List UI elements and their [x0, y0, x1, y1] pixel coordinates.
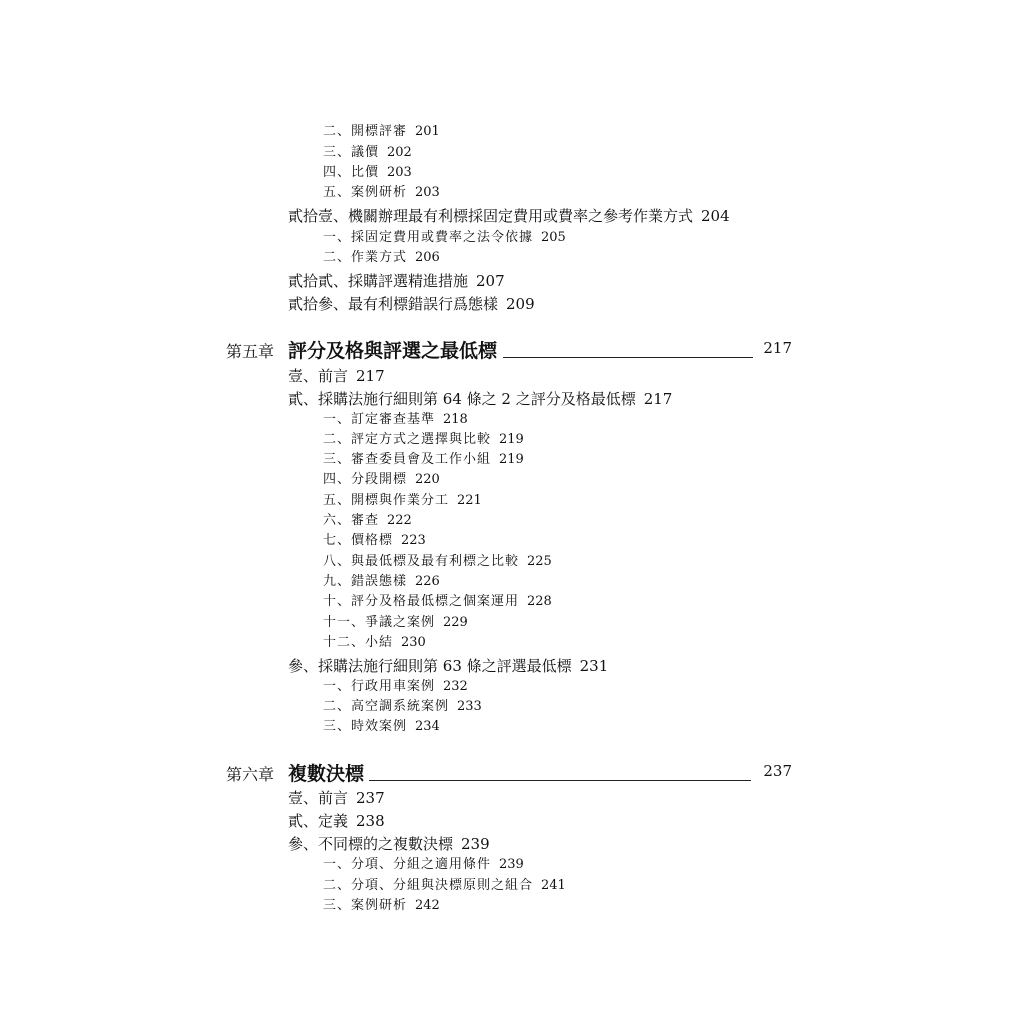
page-number: 222 [387, 513, 412, 528]
page-number: 201 [415, 124, 440, 139]
toc-entry: 二、高空調系統案例 233 [323, 699, 482, 714]
chapter-title: 評分及格與評選之最低標 [288, 340, 498, 362]
toc-entry: 八、與最低標及最有利標之比較 225 [323, 554, 552, 569]
chapter-number: 第六章 [226, 765, 275, 784]
chapter-heading [226, 759, 792, 785]
page-number: 218 [443, 412, 468, 427]
page-number: 242 [415, 898, 440, 913]
toc-section: 參、不同標的之複數決標 239 [288, 835, 490, 853]
page-number: 230 [401, 635, 426, 650]
toc-entry: 三、審查委員會及工作小組 219 [323, 452, 524, 467]
toc-section: 貳、採購法施行細則第 64 條之 2 之評分及格最低標 217 [288, 390, 673, 408]
page-number: 207 [476, 272, 505, 290]
toc-entry: 六、審查 222 [323, 513, 412, 528]
page-number: 220 [415, 472, 440, 487]
toc-section: 壹、前言 237 [288, 789, 385, 807]
page-number: 205 [541, 230, 566, 245]
page-number: 221 [457, 493, 482, 508]
page-number: 226 [415, 574, 440, 589]
chapter-title: 複數決標 [288, 763, 365, 785]
toc-entry: 四、分段開標 220 [323, 472, 440, 487]
toc-entry: 二、開標評審 201 [323, 124, 440, 139]
toc-entry: 四、比價 203 [323, 165, 412, 180]
leader-rule [503, 357, 753, 358]
page-number: 217 [643, 390, 673, 408]
toc-entry: 三、時效案例 234 [323, 719, 440, 734]
page-number: 202 [387, 145, 412, 160]
toc-entry: 九、錯誤態樣 226 [323, 574, 440, 589]
chapter-heading [226, 336, 792, 362]
page-number: 203 [415, 185, 440, 200]
toc-section: 貳拾參、最有利標錯誤行爲態樣 209 [288, 295, 535, 313]
chapter-page: 217 [763, 339, 792, 357]
toc-entry: 十、評分及格最低標之個案運用 228 [323, 594, 552, 609]
toc-entry: 五、開標與作業分工 221 [323, 493, 482, 508]
toc-entry: 二、評定方式之選擇與比較 219 [323, 432, 524, 447]
page-number: 219 [499, 432, 524, 447]
toc-entry: 二、分項、分組與決標原則之組合 241 [323, 878, 566, 893]
page-number: 223 [401, 533, 426, 548]
page-number: 233 [457, 699, 482, 714]
toc-entry: 一、訂定審查基準 218 [323, 412, 468, 427]
toc-entry: 三、議價 202 [323, 145, 412, 160]
page-number: 237 [356, 789, 385, 807]
toc-entry: 二、作業方式 206 [323, 250, 440, 265]
toc-entry: 十一、爭議之案例 229 [323, 615, 468, 630]
page-number: 209 [506, 295, 535, 313]
page-number: 238 [356, 812, 385, 830]
toc-entry: 七、價格標 223 [323, 533, 426, 548]
toc-entry: 五、案例研析 203 [323, 185, 440, 200]
page-number: 232 [443, 679, 468, 694]
page-number: 239 [499, 857, 524, 872]
page-number: 239 [461, 835, 490, 853]
toc-entry: 三、案例研析 242 [323, 898, 440, 913]
toc-section: 貳拾壹、機關辦理最有利標採固定費用或費率之參考作業方式 204 [288, 207, 730, 225]
page-number: 203 [387, 165, 412, 180]
leader-rule [369, 780, 751, 781]
page-number: 231 [579, 657, 609, 675]
page-number: 229 [443, 615, 468, 630]
page-number: 225 [527, 554, 552, 569]
toc-section: 參、採購法施行細則第 63 條之評選最低標 231 [288, 657, 609, 675]
page-number: 234 [415, 719, 440, 734]
toc-section: 貳、定義 238 [288, 812, 385, 830]
page-number: 217 [356, 367, 385, 385]
page-number: 228 [527, 594, 552, 609]
toc-entry: 十二、小結 230 [323, 635, 426, 650]
toc-entry: 一、採固定費用或費率之法令依據 205 [323, 230, 566, 245]
page-number: 241 [541, 878, 566, 893]
page-number: 204 [701, 207, 730, 225]
page-number: 219 [499, 452, 524, 467]
toc-entry: 一、行政用車案例 232 [323, 679, 468, 694]
chapter-page: 237 [763, 762, 792, 780]
toc-entry: 一、分項、分組之適用條件 239 [323, 857, 524, 872]
page-number: 206 [415, 250, 440, 265]
chapter-number: 第五章 [226, 342, 275, 361]
toc-section: 貳拾貳、採購評選精進措施 207 [288, 272, 505, 290]
toc-section: 壹、前言 217 [288, 367, 385, 385]
